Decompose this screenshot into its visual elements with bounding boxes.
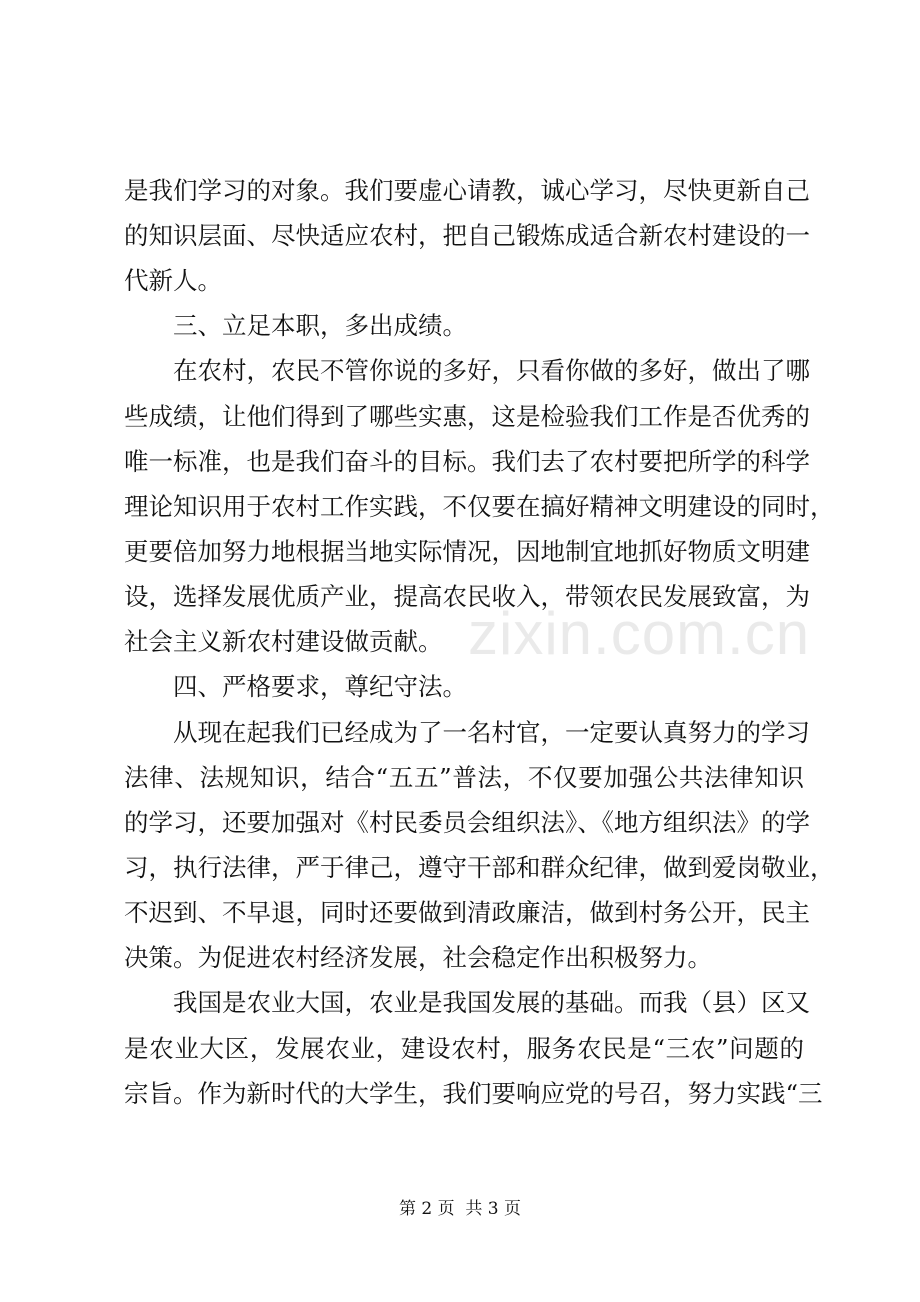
section-heading: 四、严格要求，尊纪守法。 <box>173 672 467 701</box>
text-line: 设，选择发展优质产业，提高农民收入，带领农民发展致富，为 <box>124 582 810 611</box>
text-line: 我国是农业大国，农业是我国发展的基础。而我（县）区又 <box>173 988 810 1017</box>
text-line: 不迟到、不早退，同时还要做到清政廉洁，做到村务公开，民主 <box>124 898 810 927</box>
text-line: 习，执行法律，严于律己，遵守干部和群众纪律，做到爱岗敬业， <box>124 853 835 882</box>
text-line: 决策。为促进农村经济发展，社会稳定作出积极努力。 <box>124 943 712 972</box>
text-line: 从现在起我们已经成为了一名村官，一定要认真努力的学习 <box>173 718 810 747</box>
page-footer: 第 2 页 共 3 页 <box>398 1199 522 1219</box>
text-line: 是农业大区，发展农业，建设农村，服务农民是“三农”问题的 <box>124 1034 804 1063</box>
text-line: 些成绩，让他们得到了哪些实惠，这是检验我们工作是否优秀的 <box>124 402 810 431</box>
text-line: 更要倍加努力地根据当地实际情况，因地制宜地抓好物质文明建 <box>124 537 810 566</box>
text-line: 在农村，农民不管你说的多好，只看你做的多好，做出了哪 <box>173 356 810 385</box>
text-line: 宗旨。作为新时代的大学生，我们要响应党的号召，努力实践“三 <box>124 1079 823 1108</box>
watermark: zixin.com.cn <box>468 600 811 667</box>
text-line: 理论知识用于农村工作实践，不仅要在搞好精神文明建设的同时， <box>124 492 835 521</box>
text-line: 的学习，还要加强对《村民委员会组织法》、《地方组织法》的学 <box>124 808 810 837</box>
text-line: 法律、法规知识，结合“五五”普法，不仅要加强公共法律知识 <box>124 763 804 792</box>
text-line: 唯一标准，也是我们奋斗的目标。我们去了农村要把所学的科学 <box>124 447 810 476</box>
section-heading: 三、立足本职，多出成绩。 <box>173 311 467 340</box>
text-line: 的知识层面、尽快适应农村，把自己锻炼成适合新农村建设的一 <box>124 221 810 250</box>
text-line: 代新人。 <box>124 266 222 295</box>
text-line: 是我们学习的对象。我们要虚心请教，诚心学习，尽快更新自己 <box>124 176 810 205</box>
text-line: 社会主义新农村建设做贡献。 <box>124 627 443 656</box>
